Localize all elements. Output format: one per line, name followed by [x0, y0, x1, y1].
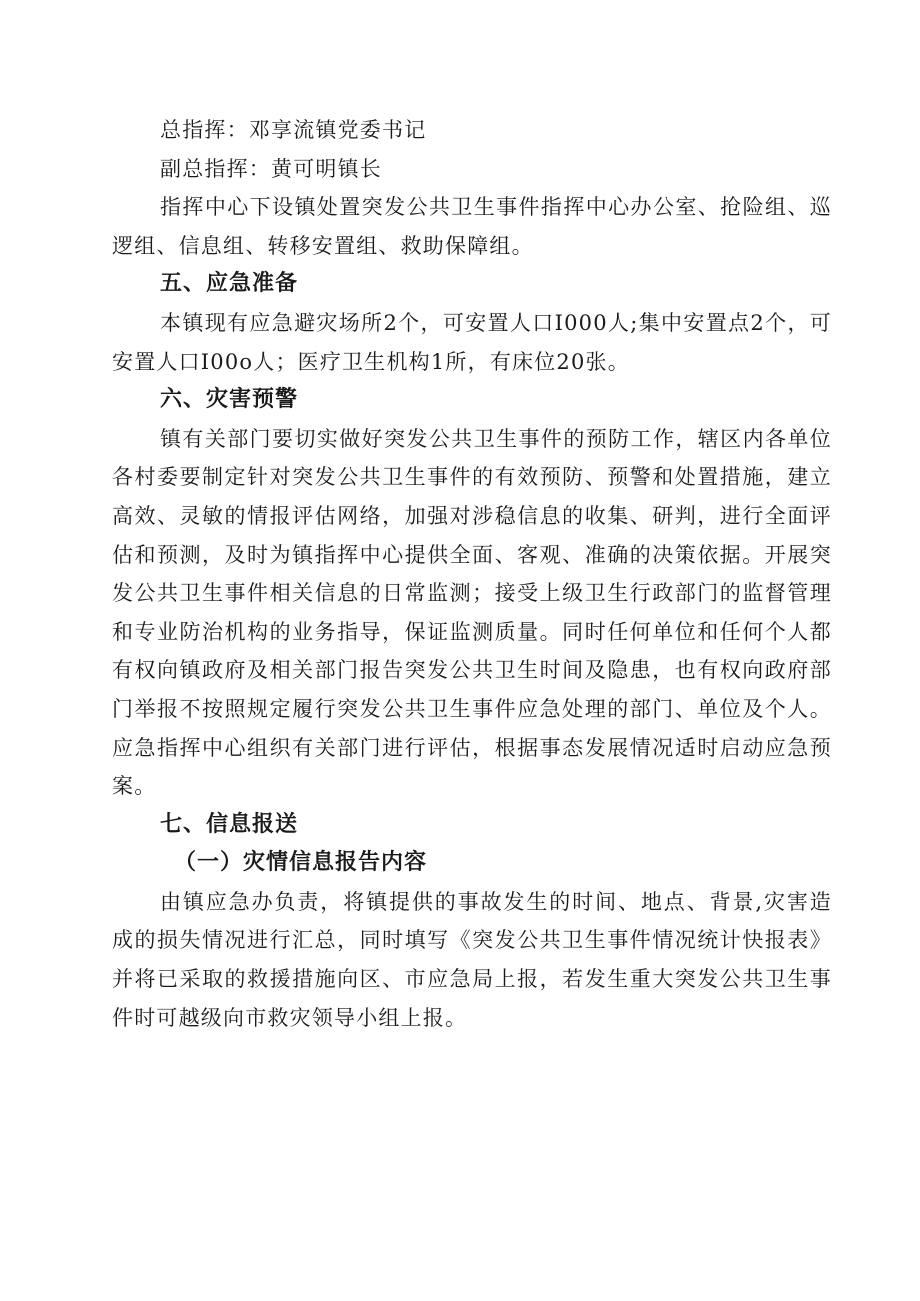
document-body	[112, 111, 832, 1037]
section-5-heading: 五、应急准备	[160, 271, 299, 297]
command-center-structure: 指挥中心下设镇处置突发公共卫生事件指挥中心办公室、抢险组、巡逻组、信息组、转移安置组、救助保障组。	[112, 195, 832, 258]
section-6-heading: 六、灾害预警	[160, 387, 299, 413]
emergency-preparation-text: 本镇现有应急避灾场所2个，可安置人口I000人;集中安置点2个，可安置人口I00o人；医疗卫生机构1所，有床位20张。	[112, 310, 832, 374]
disaster-report-text: 由镇应急办负责，将镇提供的事故发生的时间、地点、背景,灾害造成的损失情况进行汇总，同时填写《突发公共卫生事件情况统计快报表》并将已采取的救援措施向区、市应急局上报，若发生重大突发公共卫生事件时可越级向市救灾领导小组上报。	[112, 889, 832, 1030]
deputy-commander-line: 副总指挥：黄可明镇长	[160, 156, 382, 181]
subsection-1-heading: （一）灾情信息报告内容	[174, 850, 428, 876]
disaster-warning-text: 镇有关部门要切实做好突发公共卫生事件的预防工作，辖区内各单位各村委要制定针对突发公共卫生事件的有效预防、预警和处置措施，建立高效、灵敏的情报评估网络，加强对涉稳信息的收集、研判，进行全面评估和预测，及时为镇指挥中心提供全面、客观、准确的决策依据。开展突发公共卫生事件相关信息的日常监测；接受上级卫生行政部门的监督管理和专业防治机构的业务指导，保证监测质量。同时任何单位和任何个人都有权向镇政府及相关部门报告突发公共卫生时间及隐患，也有权向政府部门举报不按照规定履行突发公共卫生事件应急处理的部门、单位及个人。应急指挥中心组织有关部门进行评估，根据事态发展情况适时启动应急预案。	[112, 426, 832, 799]
section-7-heading: 七、信息报送	[160, 811, 299, 837]
chief-commander-line: 总指挥：邓享流镇党委书记	[160, 118, 427, 142]
